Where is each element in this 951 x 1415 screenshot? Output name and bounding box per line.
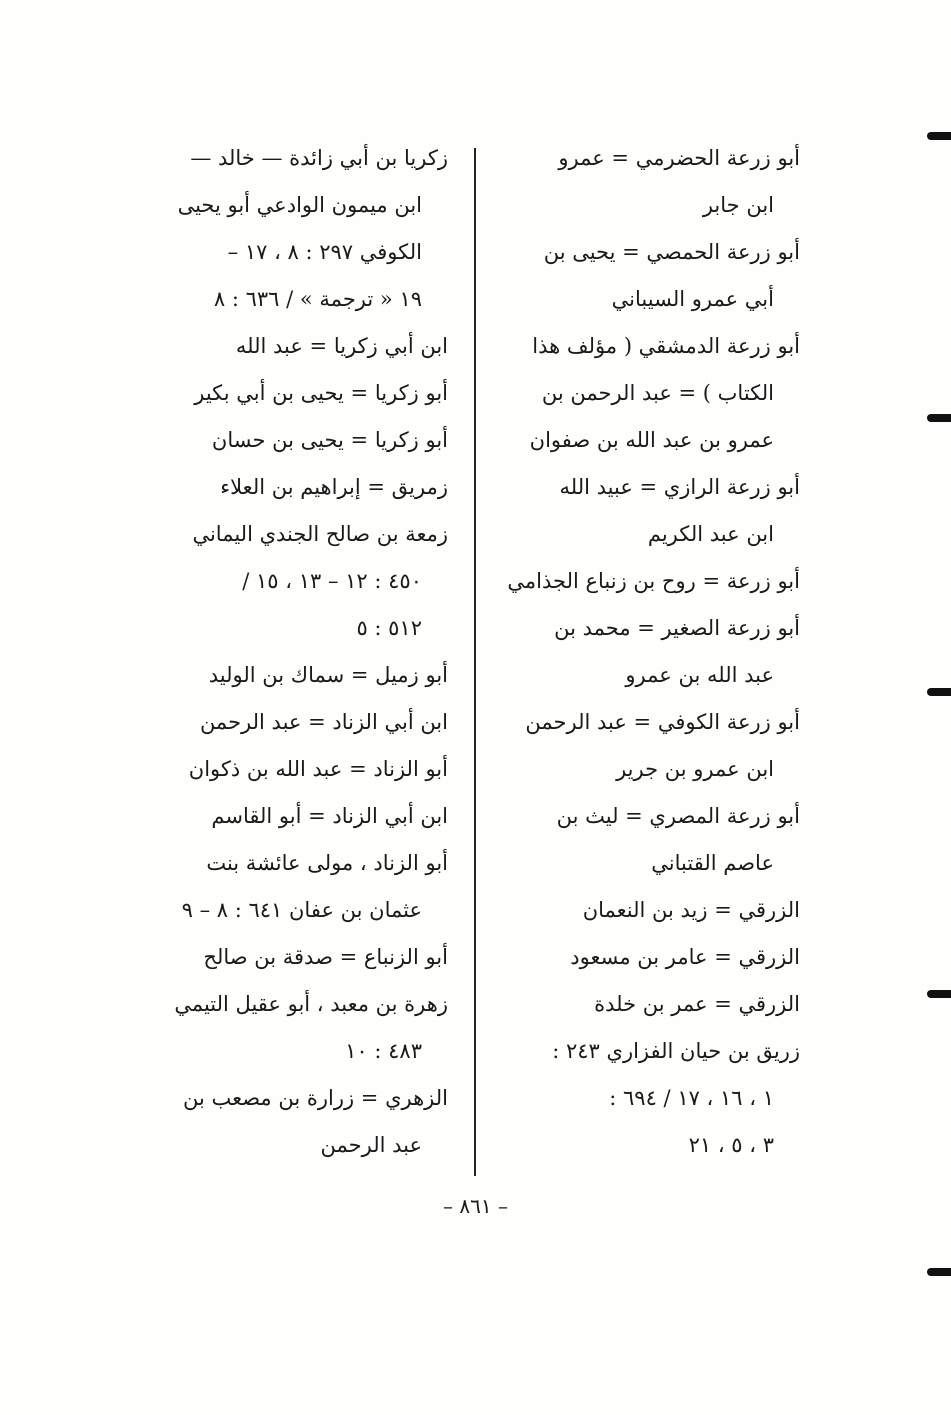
index-line: الزرقي = عمر بن خلدة	[594, 992, 800, 1016]
index-line: ابن أبي الزناد = عبد الرحمن	[199, 710, 448, 734]
index-line: أبي عمرو السيباني	[611, 287, 774, 311]
index-line: الكوفي ٢٩٧ : ٨ ، ١٧ –	[227, 240, 422, 264]
index-line: أبو زرعة المصري = ليث بن	[556, 804, 800, 828]
index-line: أبو الزنباع = صدقة بن صالح	[203, 945, 448, 969]
index-line: ٤٥٠ : ١٢ – ١٣ ، ١٥ /	[242, 569, 422, 593]
index-line: أبو زرعة الكوفي = عبد الرحمن	[525, 710, 800, 734]
index-line: الزرقي = عامر بن مسعود	[570, 945, 800, 969]
margin-mark	[927, 990, 951, 998]
index-line: ابن ميمون الوادعي أبو يحيى	[177, 193, 422, 217]
index-line: الزرقي = زيد بن النعمان	[582, 898, 800, 922]
index-line: ٣ ، ٥ ، ٢١	[688, 1133, 774, 1157]
margin-mark	[927, 414, 951, 422]
left-column	[148, 135, 448, 1169]
index-line: الزهري = زرارة بن مصعب بن	[182, 1086, 448, 1110]
index-line: زكريا بن أبي زائدة — خالد —	[190, 146, 448, 170]
index-line: ١ ، ١٦ ، ١٧ / ٦٩٤ :	[609, 1086, 774, 1110]
index-line: أبو زرعة الحمصي = يحيى بن	[543, 240, 800, 264]
page-number: – ٨٦١ –	[443, 1194, 508, 1218]
index-line: أبو زرعة الحضرمي = عمرو	[558, 146, 800, 170]
index-line: عثمان بن عفان ٦٤١ : ٨ – ٩	[181, 898, 422, 922]
index-line: زريق بن حيان الفزاري ٢٤٣ :	[552, 1039, 800, 1063]
index-line: أبو زميل = سماك بن الوليد	[208, 663, 448, 687]
index-line: أبو زرعة الدمشقي ( مؤلف هذا	[532, 334, 800, 358]
index-line: زهرة بن معبد ، أبو عقيل التيمي	[174, 992, 448, 1016]
right-column	[500, 135, 800, 1169]
margin-mark	[927, 688, 951, 696]
index-line: أبو الزناد ، مولى عائشة بنت	[206, 851, 448, 875]
index-line: أبو زكريا = يحيى بن أبي بكير	[194, 381, 448, 405]
margin-mark	[927, 132, 951, 140]
margin-mark	[927, 1268, 951, 1276]
index-line: أبو زرعة الرازي = عبيد الله	[559, 475, 800, 499]
index-line: أبو الزناد = عبد الله بن ذكوان	[188, 757, 448, 781]
index-line: عبد الله بن عمرو	[625, 663, 774, 687]
index-line: أبو زرعة الصغير = محمد بن	[554, 616, 800, 640]
index-line: ابن أبي زكريا = عبد الله	[235, 334, 448, 358]
index-line: ٤٨٣ : ١٠	[345, 1039, 422, 1063]
index-line: ابن عمرو بن جرير	[616, 757, 774, 781]
index-line: ابن أبي الزناد = أبو القاسم	[211, 804, 448, 828]
index-line: عمرو بن عبد الله بن صفوان	[529, 428, 774, 452]
index-line: زمعة بن صالح الجندي اليماني	[192, 522, 448, 546]
index-line: أبو زكريا = يحيى بن حسان	[211, 428, 448, 452]
index-line: ابن عبد الكريم	[647, 522, 774, 546]
column-divider	[474, 148, 476, 1176]
index-line: أبو زرعة = روح بن زنباع الجذامي	[507, 569, 800, 593]
index-line: زمريق = إبراهيم بن العلاء	[220, 475, 448, 499]
index-line: ٥١٢ : ٥	[356, 616, 422, 640]
index-line: عبد الرحمن	[320, 1133, 422, 1157]
index-line: الكتاب ) = عبد الرحمن بن	[541, 381, 774, 405]
index-line: عاصم القتباني	[651, 851, 774, 875]
index-line: ١٩ « ترجمة » / ٦٣٦ : ٨	[213, 287, 422, 311]
index-line: ابن جابر	[702, 193, 774, 217]
